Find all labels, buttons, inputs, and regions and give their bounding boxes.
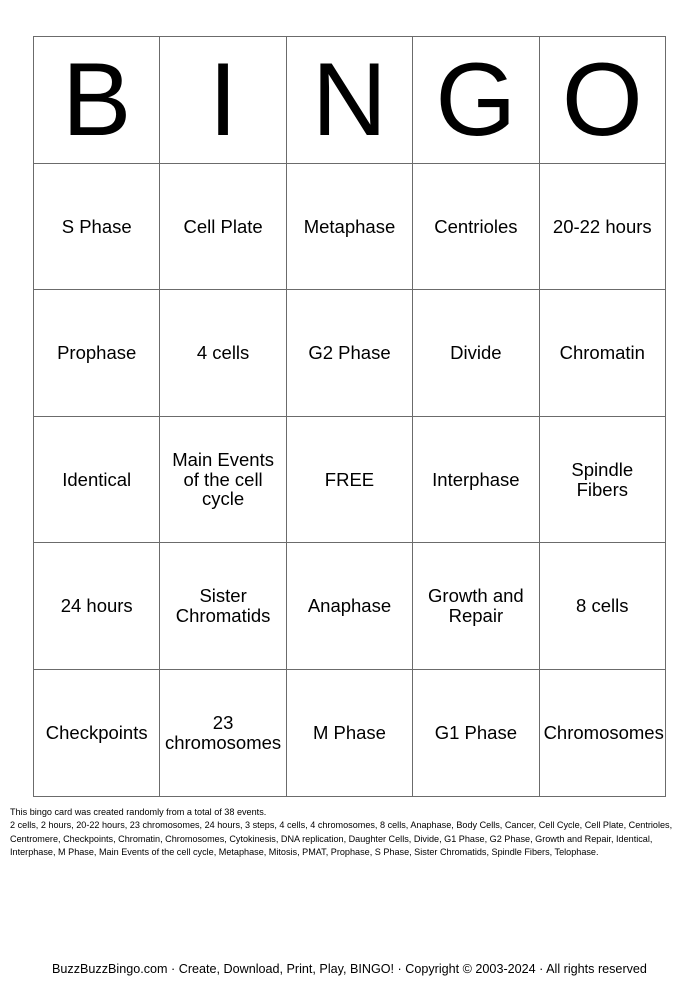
bingo-cell: Prophase xyxy=(34,290,160,417)
bingo-cell: Chromatin xyxy=(539,290,665,417)
header-cell-g xyxy=(413,37,539,164)
bingo-cell: 4 cells xyxy=(160,290,286,417)
bingo-cell: Spindle Fibers xyxy=(539,417,665,543)
bingo-cell: 8 cells xyxy=(539,543,665,670)
bingo-cell: S Phase xyxy=(34,164,160,290)
bingo-cell: Main Events of the cell cycle xyxy=(160,417,286,543)
header-letter: I xyxy=(208,42,238,158)
bingo-cell: Anaphase xyxy=(286,543,412,670)
bingo-cell: G1 Phase xyxy=(413,670,539,797)
header-cell-b xyxy=(34,37,160,164)
bingo-header-row xyxy=(34,37,666,164)
bingo-cell: 24 hours xyxy=(34,543,160,670)
header-cell-i xyxy=(160,37,286,164)
header-letter: N xyxy=(311,42,388,158)
bingo-cell: M Phase xyxy=(286,670,412,797)
footnote-event-list: 2 cells, 2 hours, 20-22 hours, 23 chromosomes, 24 hours, 3 steps, 4 cells, 4 chromosomes, 8 cells, Anaphase, Body Cells, Cancer, Cell Cycle, Cell Plate, Centrioles, Centromere, Checkpoints, Chromatin, Chromosomes, Cytokinesis, DNA replication, Daughter Cells, Divide, G1 Phase, G2 Phase, Growth and Repair, Identical, Interphase, M Phase, Main Events of the cell cycle, Metaphase, Mitosis, PMAT, Prophase, S Phase, Sister Chromatids, Spindle Fibers, Telophase. xyxy=(10,820,673,858)
bingo-cell: G2 Phase xyxy=(286,290,412,417)
bingo-card xyxy=(33,36,666,797)
bingo-cell: Metaphase xyxy=(286,164,412,290)
bingo-cell: Sister Chromatids xyxy=(160,543,286,670)
bingo-row xyxy=(34,543,666,670)
bingo-cell: Growth and Repair xyxy=(413,543,539,670)
bingo-cell: Centrioles xyxy=(413,164,539,290)
bingo-row xyxy=(34,417,666,543)
bingo-row xyxy=(34,670,666,797)
free-space-cell: FREE xyxy=(286,417,412,543)
bingo-cell: Chromosomes xyxy=(539,670,665,797)
bingo-row xyxy=(34,290,666,417)
bingo-cell: 20-22 hours xyxy=(539,164,665,290)
bingo-cell: Interphase xyxy=(413,417,539,543)
bingo-cell: 23 chromosomes xyxy=(160,670,286,797)
bingo-cell: Cell Plate xyxy=(160,164,286,290)
header-letter: G xyxy=(435,42,517,158)
header-cell-n xyxy=(286,37,412,164)
header-letter: B xyxy=(62,42,132,158)
bingo-cell: Divide xyxy=(413,290,539,417)
bingo-cell: Checkpoints xyxy=(34,670,160,797)
header-letter: O xyxy=(561,42,643,158)
header-cell-o xyxy=(539,37,665,164)
footnote-summary: This bingo card was created randomly from a total of 38 events. xyxy=(10,807,267,817)
page-footer: BuzzBuzzBingo.com · Create, Download, Print, Play, BINGO! · Copyright © 2003-2024 · All rights reserved xyxy=(52,962,647,976)
bingo-row xyxy=(34,164,666,290)
bingo-cell: Identical xyxy=(34,417,160,543)
card-footnote xyxy=(10,806,690,860)
